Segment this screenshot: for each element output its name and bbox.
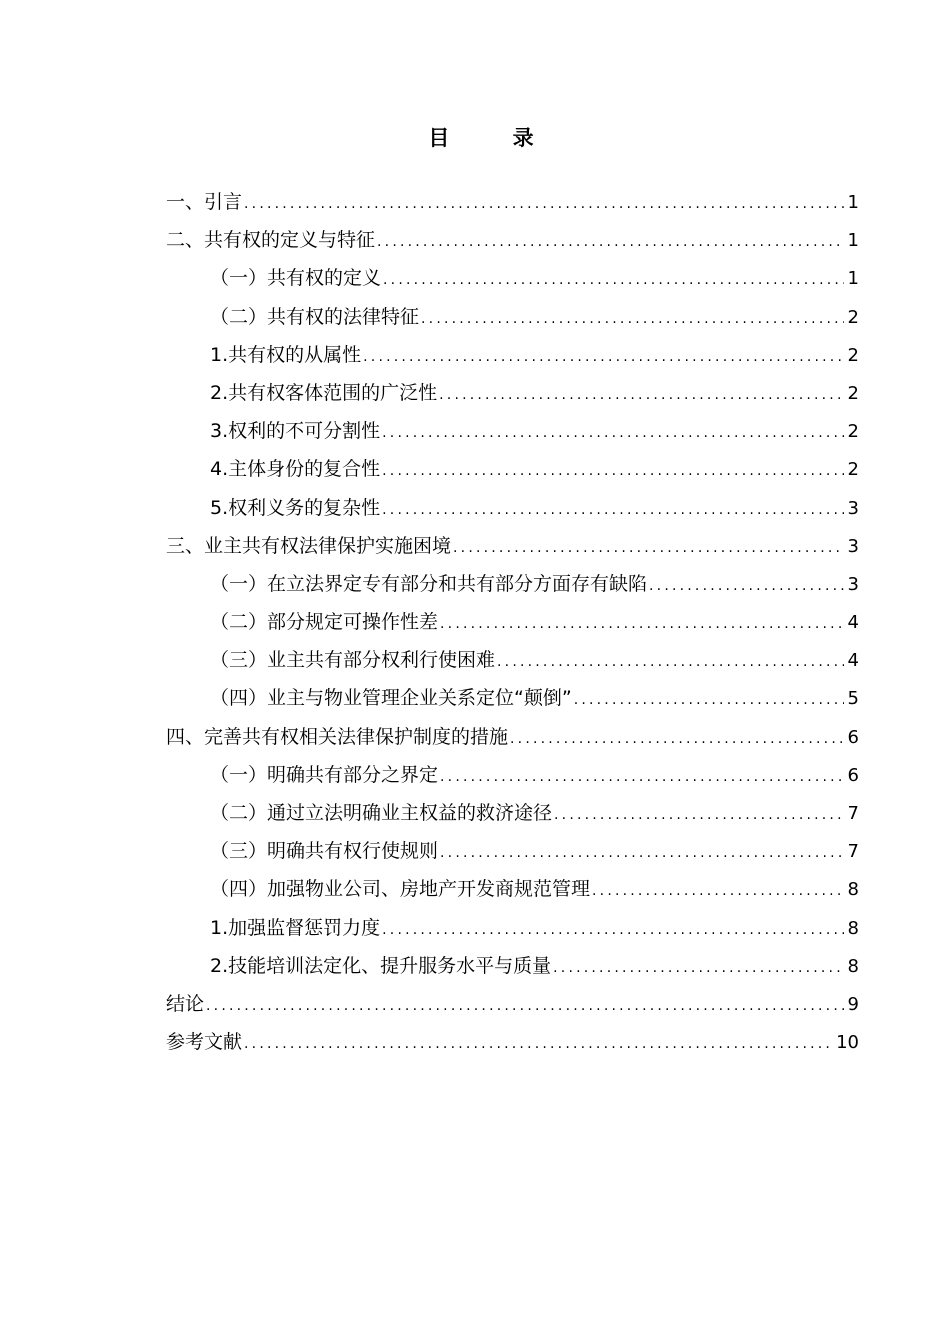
toc-entry-page-number: 1 [847, 192, 859, 213]
toc-entry-page-number: 8 [847, 879, 859, 901]
toc-entry[interactable] [166, 527, 859, 565]
toc-entry-page-number: 2 [847, 306, 859, 328]
toc-entry-title: （二）共有权的法律特征 [210, 305, 420, 328]
toc-entry-title: 四、完善共有权相关法律保护制度的措施 [166, 725, 509, 748]
toc-entry-page-number: 8 [847, 917, 859, 939]
toc-entry[interactable] [166, 565, 859, 603]
toc-entry[interactable] [166, 412, 859, 450]
toc-entry-page-number: 1 [847, 230, 859, 252]
toc-dot-leader [592, 872, 844, 910]
toc-entry-page-number: 7 [847, 803, 859, 824]
toc-entry-page-number: 2 [847, 344, 859, 366]
toc-entry[interactable] [166, 794, 859, 832]
toc-entry[interactable] [166, 1023, 859, 1061]
toc-entry[interactable] [166, 909, 859, 947]
toc-entry-page-number: 1 [847, 268, 859, 290]
toc-dot-leader [439, 376, 843, 414]
toc-entry-title: 三、业主共有权法律保护实施困境 [166, 534, 452, 557]
toc-dot-leader [440, 758, 844, 796]
toc-entry[interactable] [166, 756, 859, 794]
toc-entry-page-number: 7 [847, 841, 859, 863]
toc-dot-leader [440, 605, 844, 643]
toc-entry-page-number: 3 [847, 535, 859, 557]
toc-entry[interactable] [166, 947, 859, 985]
toc-entry[interactable] [166, 298, 859, 336]
toc-entry-title: （三）业主共有部分权利行使困难 [210, 649, 496, 672]
toc-entry-page-number: 9 [847, 993, 859, 1015]
toc-entry-title: 一、引言 [166, 191, 243, 213]
toc-dot-leader [497, 643, 844, 681]
toc-entry[interactable] [166, 374, 859, 412]
toc-entry[interactable] [166, 870, 859, 908]
toc-dot-leader [382, 414, 843, 452]
toc-dot-leader [453, 529, 844, 567]
toc-dot-leader [553, 949, 843, 987]
toc-entry-page-number: 10 [836, 1032, 859, 1054]
toc-dot-leader [421, 300, 844, 338]
toc-entry-title: 4.主体身份的复合性 [210, 458, 381, 481]
toc-entry[interactable] [166, 985, 859, 1023]
toc-entry-page-number: 6 [847, 764, 859, 786]
toc-entry-page-number: 5 [847, 688, 859, 710]
toc-dot-leader [382, 452, 843, 490]
toc-entry[interactable] [166, 679, 859, 717]
toc-entry[interactable] [166, 641, 859, 679]
toc-entry[interactable] [166, 489, 859, 527]
table-of-contents [166, 183, 859, 1061]
toc-title: 目 录 [428, 126, 562, 150]
toc-entry-page-number: 2 [847, 421, 859, 443]
toc-entry[interactable] [166, 183, 859, 221]
toc-entry-page-number: 4 [847, 650, 859, 672]
toc-dot-leader [382, 491, 843, 529]
toc-dot-leader [206, 987, 844, 1025]
toc-entry-title: （四）加强物业公司、房地产开发商规范管理 [210, 878, 591, 901]
toc-entry-title: （一）共有权的定义 [210, 267, 382, 290]
toc-entry[interactable] [166, 603, 859, 641]
toc-entry-page-number: 3 [847, 497, 859, 519]
toc-entry-page-number: 2 [847, 459, 859, 481]
toc-entry-page-number: 4 [847, 612, 859, 634]
toc-dot-leader [244, 185, 844, 223]
toc-dot-leader [383, 261, 844, 299]
toc-entry[interactable] [166, 832, 859, 870]
toc-entry-title: 1.加强监督惩罚力度 [210, 916, 381, 939]
toc-entry-title: 2.共有权客体范围的广泛性 [210, 381, 438, 404]
toc-entry-title: 2.技能培训法定化、提升服务水平与质量 [210, 954, 552, 977]
toc-entry-page-number: 8 [847, 955, 859, 977]
toc-dot-leader [382, 911, 843, 949]
toc-entry-title: 3.权利的不可分割性 [210, 420, 381, 443]
toc-entry-title: 5.权利义务的复杂性 [210, 496, 381, 519]
toc-entry-page-number: 6 [847, 726, 859, 748]
toc-entry[interactable] [166, 259, 859, 297]
toc-entry-title: （二）通过立法明确业主权益的救济途径 [210, 802, 553, 824]
toc-dot-leader [244, 1025, 832, 1063]
toc-entry-title: 结论 [166, 992, 205, 1015]
toc-entry[interactable] [166, 336, 859, 374]
toc-entry-title: （一）明确共有部分之界定 [210, 763, 439, 786]
toc-dot-leader [574, 681, 844, 719]
toc-entry-title: 参考文献 [166, 1031, 243, 1054]
toc-entry-title: （三）明确共有权行使规则 [210, 840, 439, 863]
toc-entry-title: 二、共有权的定义与特征 [166, 229, 376, 252]
toc-dot-leader [440, 834, 844, 872]
toc-entry-title: （二）部分规定可操作性差 [210, 611, 439, 634]
toc-entry-page-number: 2 [847, 382, 859, 404]
toc-entry-title: （四）业主与物业管理企业关系定位“颠倒” [210, 687, 572, 710]
toc-entry-title: （一）在立法界定专有部分和共有部分方面存有缺陷 [210, 572, 648, 595]
toc-entry[interactable] [166, 221, 859, 259]
toc-dot-leader [554, 796, 844, 834]
toc-entry-title: 1.共有权的从属性 [210, 343, 362, 366]
toc-dot-leader [510, 720, 844, 758]
toc-entry-page-number: 3 [847, 573, 859, 595]
toc-dot-leader [363, 338, 843, 376]
toc-entry[interactable] [166, 450, 859, 488]
toc-dot-leader [377, 223, 844, 261]
toc-entry[interactable] [166, 718, 859, 756]
toc-dot-leader [649, 567, 844, 605]
